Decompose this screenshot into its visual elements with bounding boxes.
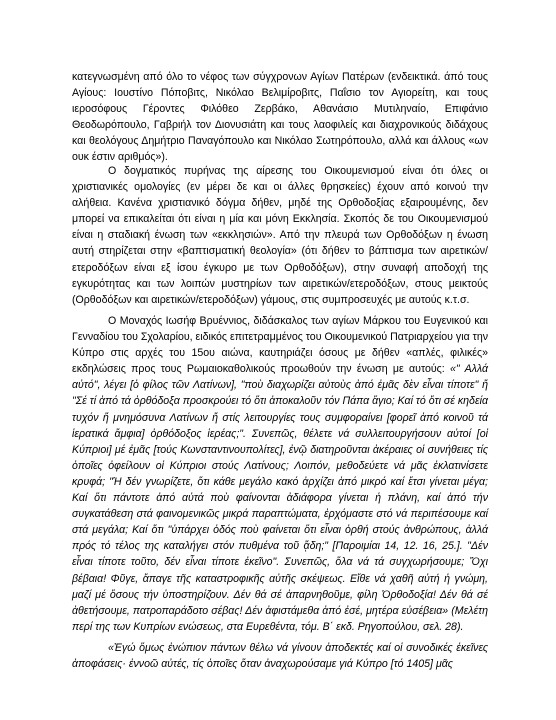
paragraph-1: κατεγνωσμένη από όλο το νέφος των σύγχρονων Αγίων Πατέρων (ενδεικτικά. άπό τους Αγίους: Ιουστίνο Πόποβιτς, Νικόλαο Βελιμίροβιτς, Παΐσιο τον Αγιορείτη, και τους ιεροσόφους Γέροντες Φιλόθεο Ζερβάκο, Αθανάσιο Μυτιληναίο, Επιφάνιο Θεοδωρόπουλο, Γαβριήλ τον Διονυσιάτη και τους λαοφιλείς και διαχρονικούς διδάχους και θεολόγους Δημήτριο Παναγόπουλο και Νικόλαο Σωτηρόπουλο, αλλά και άλλους «ων ουκ έστιν αριθμός»). — [72, 71, 488, 164]
brryennios-quote: «" Αλλά αὐτό", λέγει [ὁ φίλος τῶν Λατίνων], "ποὺ διαχωρίζει αὐτοὺς ἀπό ἐμᾶς δὲν εἶναι τίποτε" ἤ "Σέ τί ἀπό τά ὀρθόδοξα προσκρούει τό ὅτι ἀποκαλοῦν τόν Πάπα ἅγιο; Καί τό ὅτι σέ κηδεία τυχόν ἤ μνημόσυνα Λατίνων ἤ στίς λειτουργίες τους συμφοραίνει [φορεῖ ἀπό κοινοῦ τά ἱερατικά ἄμφια] ὀρθόδοξος ἱερέας;". Συνεπῶς, θέλετε νά συλλειτουργήσουν αὐτοί [οἱ Κύπριοι] μέ ἐμᾶς [τούς Κωνσταντινουπολίτες], ἐνῷ διατηροῦνται ἀκέραιες οἱ συνήθειες τίς ὁποῖες ὀφείλουν οἱ Κύπριοι στούς Λατίνους; Λοιπόν, μεθοδεύετε νά μᾶς ἐκλατινίσετε κρυφά; "Ἡ δέν γνωρίζετε, ὅτι κάθε μεγάλο κακό ἀρχίζει ἀπό μικρό καί ἔτσι γίνεται μέγα; Καί ὅτι πάντοτε ἀπό αὐτά ποὺ φαίνονται ἀδιάφορα γίνεται ἡ πλάνη, καί ἀπό τήν συγκατάθεση στά φαινομενικῶς μικρά παραπτώματα, ἐρχόμαστε στό νά περιπέσουμε καί στά μεγάλα; Καί ὅτι "ὑπάρχει ὁδός ποὺ φαίνεται ὅτι εἶναι ὀρθή στούς ἀνθρώπους, ἀλλά πρός τό τέλος της καταλήγει στόν πυθμένα τοῦ ᾅδη;" [Παροιμίαι 14, 12. 16, 25.]. "Δέν εἶναι τίποτε τοῦτο, δέν εἶναι τίποτε ἐκεῖνο". Συνεπῶς, ὅλα νά τά συγχωρήσουμε; Ὄχι βέβαια! Φῦγε, ἄπαγε τῆς καταστροφικῆς αὐτῆς σκέψεως. Εἴθε νά χαθῆ αὐτή ἡ γνώμη, μαζί μέ ὅσους τήν ὑποστηρίζουν. Δέν θά σέ ἀπαρνηθοῦμε, φίλη Ὀρθοδοξία! Δέν θά σέ ἀθετήσουμε, πατροπαράδοτο σέβας! Δέν ἀφιστάμεθα ἀπό ἐσέ, μητέρα εὐσέβεια» (Μελέτη περί της των Κυπρίων ενώσεως, στα Ευρεθέντα, τόμ. Β΄ εκδ. Ρηγοπούλου, σελ. 28). — [72, 363, 488, 633]
paragraph-4: «Ἐγώ ὅμως ἐνώπιον πάντων θέλω νά γίνουν ἀποδεκτές καί οἱ συνοδικές ἐκεῖνες ἀποφάσεις· ἐννοῶ αὐτές, τίς ὁποῖες ὅταν ἀναχωρούσαμε γιά Κύπρο [τό 1405] μᾶς — [72, 642, 488, 671]
paragraph-3 — [72, 313, 488, 635]
paragraph-3-intro: Ο Μοναχός Ιωσήφ Βρυέννιος, διδάσκαλος των αγίων Μάρκου του Ευγενικού και Γενναδίου του Σχολαρίου, ειδικός επιτετραμμένος του Οικουμενικού Πατριαρχείου για την Κύπρο στις αρχές του 15ου αιώνα, καυτηριάζει όσους με δήθεν «απλές, φιλικές» εκδηλώσεις προς τους Ρωμαιοκαθολικούς προωθούν την ένωση με αυτούς: — [72, 315, 489, 376]
paragraph-2: Ο δογματικός πυρήνας της αίρεσης του Οικουμενισμού είναι ότι όλες οι χριστιανικές ομολογίες (εν μέρει δε και οι άλλες θρησκείες) έχουν από κοινού την αλήθεια. Κανένα χριστιανικό δόγμα δήθεν, μηδέ της Ορθοδοξίας εξαιρουμένης, δεν μπορεί να επικαλείται ότι είναι η μία και μόνη Εκκλησία. Σκοπός δε του Οικουμενισμού είναι η σταδιακή ένωση των «εκκλησιών». Από την πλευρά των Ορθοδόξων η ένωση αυτή στηρίζεται στην «βαπτισματική θεολογία» (ότι δήθεν το βάπτισμα των αιρετικών/ετεροδόξων είναι εξ ίσου έγκυρο με των Ορθοδόξων), στην συναφή αποδοχή της εγκυρότητας και των λοιπών μυστηρίων των αιρετικών/ετεροδόξων, στους μεικτούς (Ορθοδόξων και αιρετικών/ετεροδόξων) γάμους, στις συμπροσευχές με αυτούς κ.τ.σ. — [72, 165, 488, 306]
